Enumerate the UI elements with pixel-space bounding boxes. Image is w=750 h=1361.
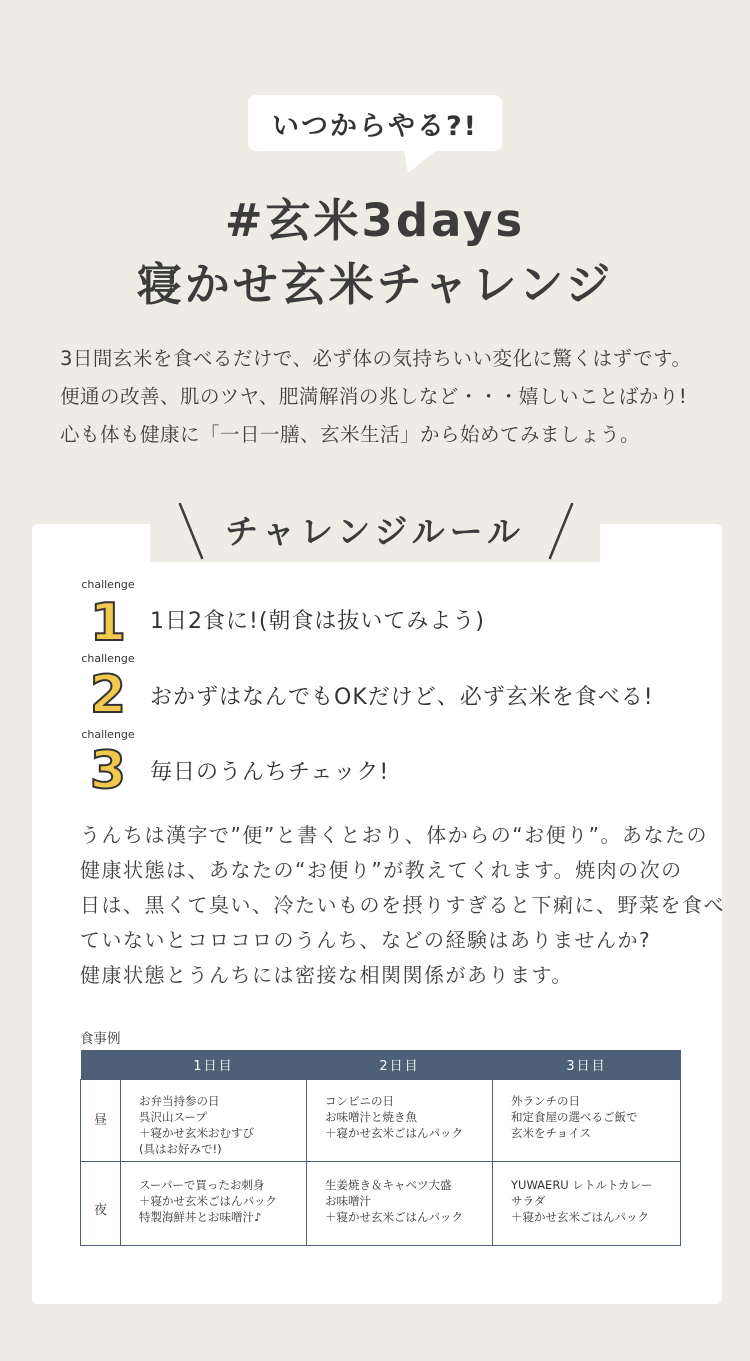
challenge-label: challenge: [81, 728, 135, 741]
body-line: ていないとコロコロのうんち、などの経験はありませんか?: [80, 928, 652, 952]
cell-line: ＋寝かせ玄米ごはんパック: [139, 1194, 277, 1208]
heading-slash-right-icon: [546, 500, 576, 562]
table-header-row: [81, 1050, 681, 1080]
cell-line: 呉沢山スープ: [139, 1110, 207, 1124]
body-line: 日は、黒くて臭い、冷たいものを摂りすぎると下痢に、野菜を食べ: [80, 893, 725, 917]
cell-line: スーパーで買ったお刺身: [139, 1178, 265, 1192]
cell-line: お味噌汁と焼き魚: [325, 1110, 417, 1124]
cell-line: お弁当持参の日: [139, 1094, 220, 1108]
table-cell: [493, 1162, 681, 1246]
page-title-line2: 寝かせ玄米チャレンジ: [136, 258, 614, 311]
meal-example-label: 食事例: [80, 1031, 121, 1047]
body-line: うんちは漢字で”便”と書くとおり、体からの“お便り”。あなたの: [80, 823, 708, 847]
bubble-text: いつからやる?!: [272, 110, 478, 142]
speech-bubble: [248, 95, 502, 151]
body-text: [80, 818, 725, 993]
cell-line: ＋寝かせ玄米ごはんパック: [325, 1126, 463, 1140]
cell-line: YUWAERU レトルトカレー: [511, 1178, 653, 1192]
table-cell: [493, 1080, 681, 1162]
page-title-line1: #玄米3days: [224, 194, 526, 247]
table-cell: [307, 1162, 493, 1246]
challenge-text: 毎日のうんちチェック!: [150, 760, 390, 785]
intro-text: [60, 340, 720, 454]
table-row: [81, 1162, 681, 1246]
challenge-text: おかずはなんでもOKだけど、必ず玄米を食べる!: [150, 685, 654, 710]
cell-line: ＋寝かせ玄米ごはんパック: [325, 1210, 463, 1224]
cell-line: 外ランチの日: [511, 1094, 580, 1108]
challenge-number-1-icon: [83, 592, 133, 653]
challenge-label: challenge: [81, 652, 135, 665]
intro-line: 3日間玄米を食べるだけで、必ず体の気持ちいい変化に驚くはずです。: [60, 347, 692, 370]
cell-line: お味噌汁: [325, 1194, 371, 1208]
challenge-text: 1日2食に!(朝食は抜いてみよう): [150, 609, 485, 634]
challenge-label: challenge: [81, 578, 135, 591]
row-header-lunch: 昼: [81, 1080, 121, 1162]
body-line: 健康状態とうんちには密接な相関関係があります。: [80, 963, 573, 987]
table-cell: [121, 1080, 307, 1162]
table-row: [81, 1080, 681, 1162]
cell-line: コンビニの日: [325, 1094, 394, 1108]
cell-line: (具はお好みで!): [139, 1142, 222, 1156]
column-header: 1日目: [121, 1050, 307, 1080]
speech-bubble-tail: [404, 149, 438, 173]
row-header-dinner: 夜: [81, 1162, 121, 1246]
column-header: 3日目: [493, 1050, 681, 1080]
challenge-number-3-icon: [83, 740, 133, 801]
intro-line: 心も体も健康に「一日一膳、玄米生活」から始めてみましょう。: [60, 423, 641, 446]
table-cell: [121, 1162, 307, 1246]
meal-example-table: [80, 1050, 681, 1246]
cell-line: サラダ: [511, 1194, 546, 1208]
svg-text:2: 2: [89, 665, 127, 725]
table-corner: [81, 1050, 121, 1080]
svg-text:1: 1: [89, 593, 127, 653]
cell-line: 特製海鮮丼とお味噌汁♪: [139, 1210, 262, 1224]
cell-line: ＋寝かせ玄米ごはんパック: [511, 1210, 649, 1224]
cell-line: 玄米をチョイス: [511, 1126, 592, 1140]
column-header: 2日目: [307, 1050, 493, 1080]
cell-line: 和定食屋の選べるご飯で: [511, 1110, 638, 1124]
challenge-number-2-icon: [83, 664, 133, 725]
cell-line: 生姜焼き＆キャベツ大盛: [325, 1178, 452, 1192]
cell-line: ＋寝かせ玄米おむすび: [139, 1126, 254, 1140]
table-cell: [307, 1080, 493, 1162]
svg-text:3: 3: [89, 741, 127, 801]
body-line: 健康状態は、あなたの“お便り”が教えてくれます。焼肉の次の: [80, 858, 683, 882]
intro-line: 便通の改善、肌のツヤ、肥満解消の兆しなど・・・嬉しいことばかり!: [60, 385, 688, 408]
rules-heading: チャレンジルール: [225, 512, 525, 551]
